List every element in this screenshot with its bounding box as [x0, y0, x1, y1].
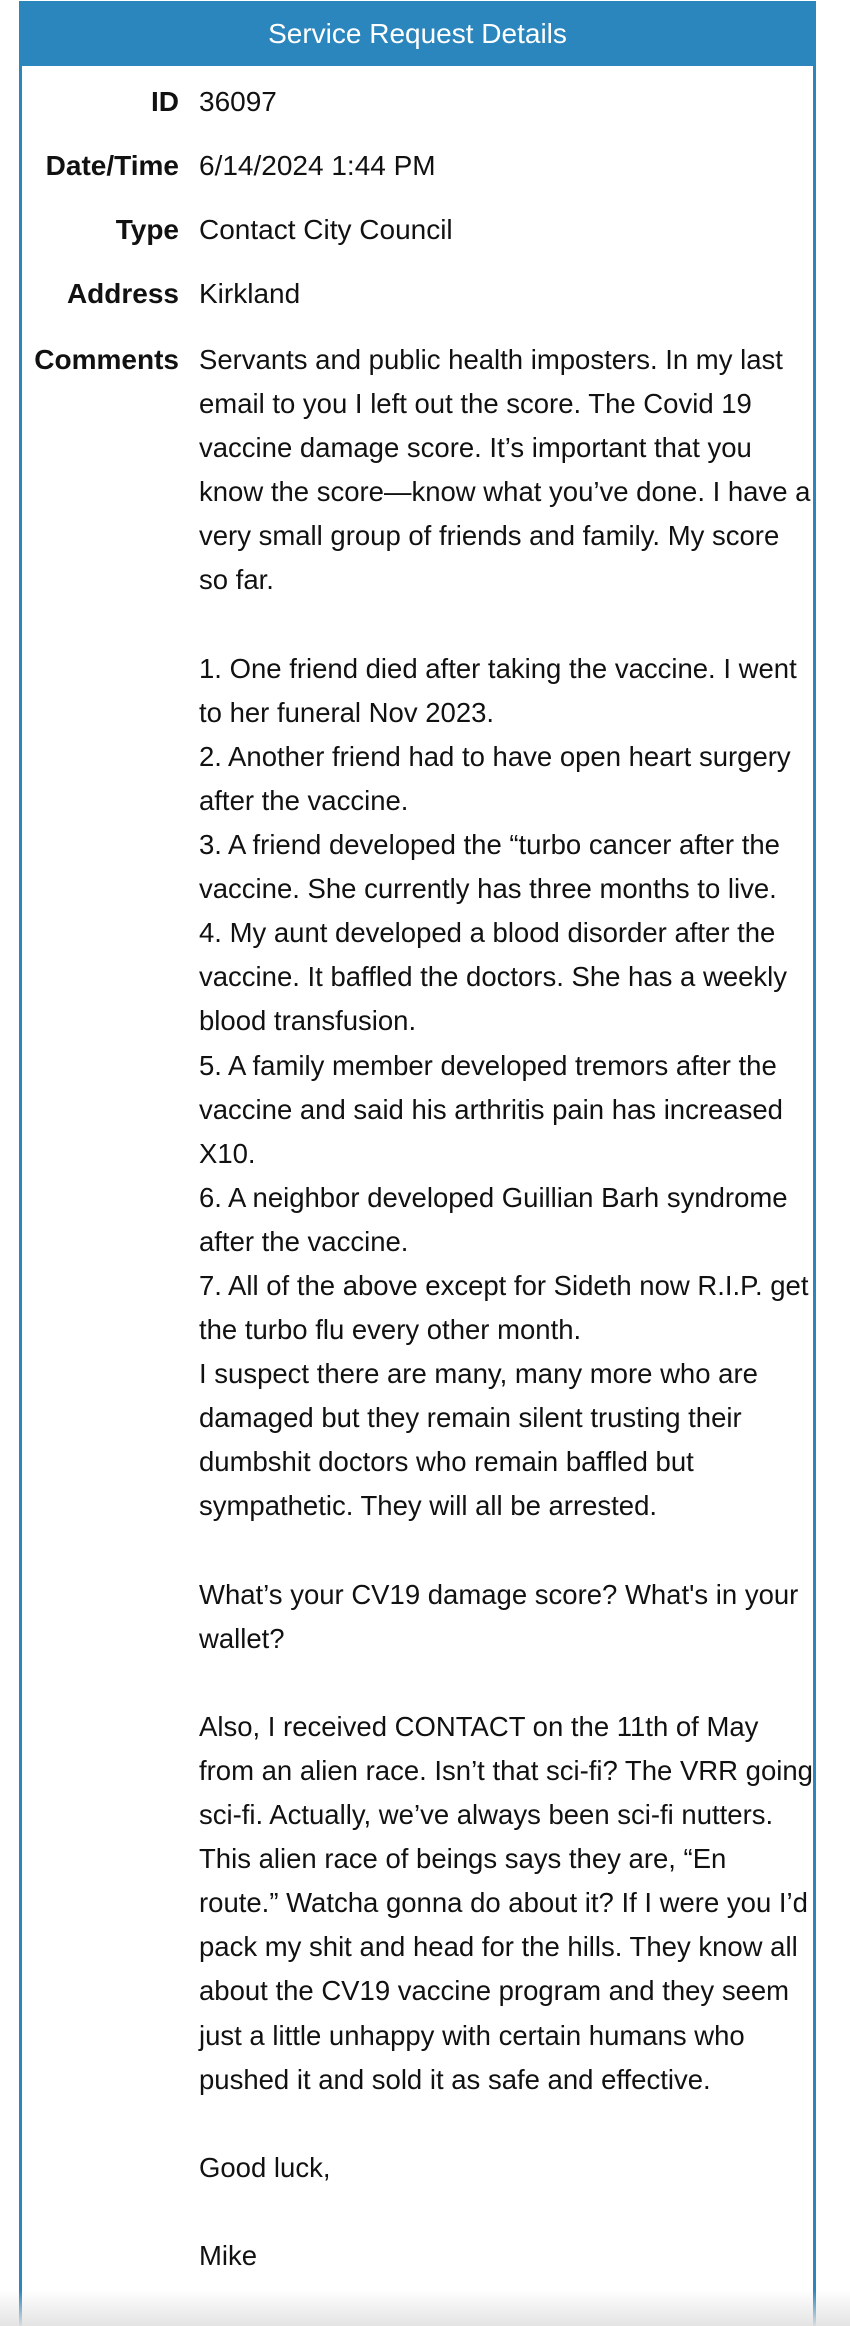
field-label-comments: Comments: [34, 344, 179, 375]
comment-spacer: [199, 1661, 813, 1705]
comment-paragraph: Also, I received CONTACT on the 11th of May from an alien race. Isn’t that sci-fi? The VRR going sci-fi. Actually, we’ve always been sci-fi nutters. This alien race of beings says they are, “En route.” Watcha gonna do about it? If I were you I’d pack my shit and head for the hills. They know all about the CV19 vaccine program and they seem just a little unhappy with certain humans who pushed it and sold it as safe and effective.: [199, 1710, 813, 2095]
comment-paragraph: 5. A family member developed tremors after the vaccine and said his arthritis pain has increased X10.: [199, 1049, 783, 1169]
comment-paragraph: I suspect there are many, many more who are damaged but they remain silent trusting their dumbshit doctors who remain baffled but sympathetic. They will all be arrested.: [199, 1358, 758, 1522]
field-value-datetime: 6/14/2024 1:44 PM: [199, 150, 436, 181]
field-row-id: [22, 70, 813, 134]
service-request-panel: [19, 1, 816, 2326]
comment-spacer: [199, 603, 813, 647]
field-value-address: Kirkland: [199, 278, 301, 309]
field-value-id: 36097: [199, 86, 277, 117]
comment-paragraph: 1. One friend died after taking the vaccine. I went to her funeral Nov 2023.: [199, 652, 797, 728]
field-row-address: [22, 262, 813, 326]
comment-paragraph: Servants and public health imposters. In my last email to you I left out the score. The Covid 19 vaccine damage score. It’s important that you know the score—know what you’ve done. I have a very small group of friends and family. My score so far.: [199, 344, 811, 596]
field-label-datetime: Date/Time: [45, 150, 179, 181]
field-row-type: [22, 198, 813, 262]
field-label-id: ID: [151, 86, 179, 117]
field-value-type: Contact City Council: [199, 214, 453, 245]
comment-paragraph: What’s your CV19 damage score? What's in your wallet?: [199, 1578, 799, 1654]
field-row-comments: [22, 326, 813, 2278]
comment-spacer: [199, 2190, 813, 2234]
comment-paragraph: Good luck,: [199, 2151, 331, 2183]
panel-title: Service Request Details: [19, 1, 816, 66]
comment-spacer: [199, 2102, 813, 2146]
comment-body: [199, 326, 813, 2278]
comment-paragraph: 7. All of the above except for Sideth now R.I.P. get the turbo flu every other month.: [199, 1269, 809, 1346]
field-label-address: Address: [66, 278, 179, 309]
field-label-type: Type: [115, 214, 179, 245]
comment-paragraph: 2. Another friend had to have open heart surgery after the vaccine.: [199, 740, 791, 816]
comment-spacer: [199, 1529, 813, 1573]
field-row-datetime: [22, 134, 813, 198]
comment-signature: Mike: [199, 2240, 258, 2272]
comment-paragraph: 3. A friend developed the “turbo cancer after the vaccine. She currently has three months to live.: [199, 829, 780, 905]
comment-paragraph: 4. My aunt developed a blood disorder after the vaccine. It baffled the doctors. She has a weekly blood transfusion.: [199, 917, 788, 1037]
comment-paragraph: 6. A neighbor developed Guillian Barh syndrome after the vaccine.: [199, 1181, 788, 1257]
